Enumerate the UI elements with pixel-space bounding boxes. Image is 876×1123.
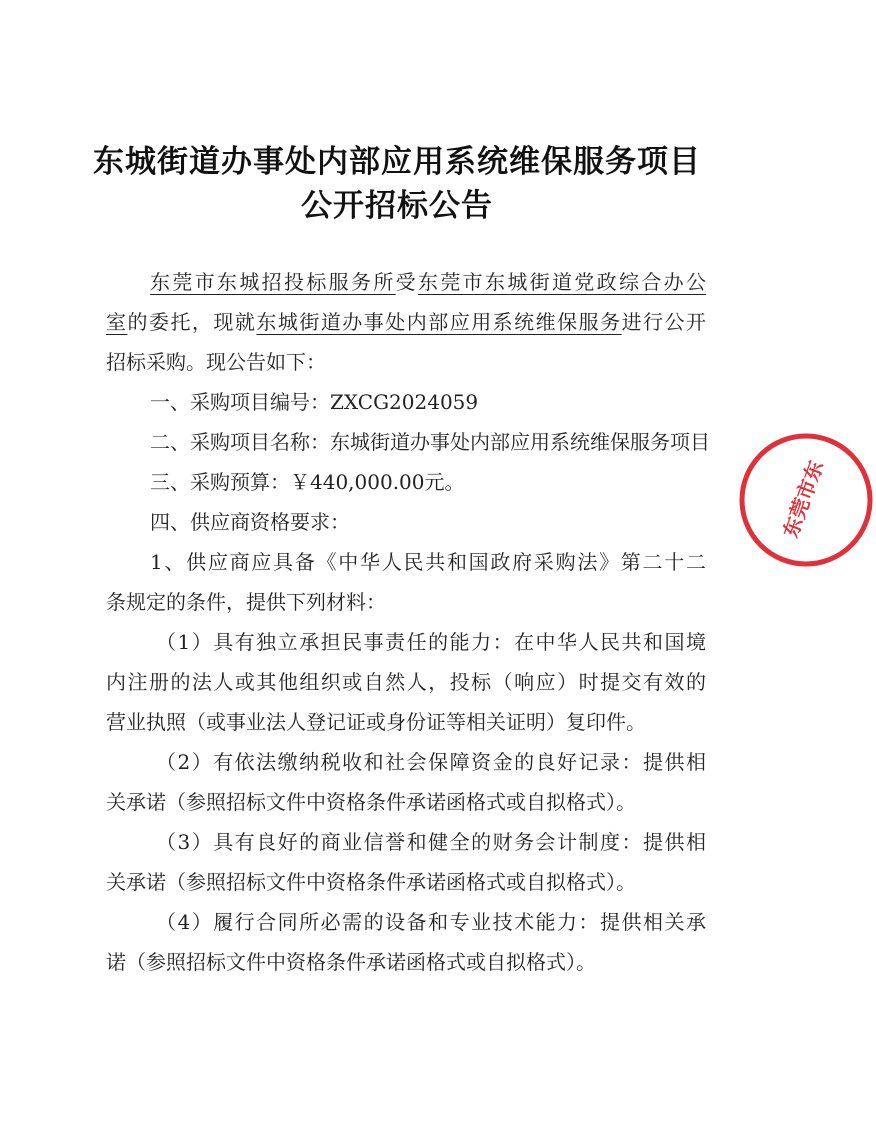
item-budget: 三、采购预算：￥440,000.00元。 [150,470,465,494]
sub-1-line-2: 内注册的法人或其他组织或自然人，投标（响应）时提交有效的 [106,670,706,694]
sub-4-line-1: （4）履行合同所必需的设备和专业技术能力：提供相关承 [156,910,706,934]
title-line-2: 公开招标公告 [301,188,493,224]
sub-2-line-2: 关承诺（参照招标文件中资格条件承诺函格式或自拟格式）。 [106,790,636,814]
item-qualification-heading: 四、供应商资格要求： [150,510,350,534]
intro-receive: 受 [395,270,419,294]
client-name-part1: 东莞市东城街道党政综合办公 [418,270,707,294]
intro-after-project: 进行公开 [621,310,707,334]
seal-text: 东莞市东 [778,457,829,541]
project-name: 东城街道办事处内部应用系统维保服务 [256,310,622,334]
intro-entrust: 的委托，现就 [127,310,257,334]
sub-1-line-1: （1）具有独立承担民事责任的能力：在中华人民共和国境 [156,630,706,654]
client-name-part2: 室 [106,310,128,334]
sub-3-line-2: 关承诺（参照招标文件中资格条件承诺函格式或自拟格式）。 [106,870,636,894]
intro-line-3: 招标采购。现公告如下： [106,350,326,374]
sub-1-line-3: 营业执照（或事业法人登记证或身份证等相关证明）复印件。 [106,710,646,734]
intro-line-2 [106,306,706,335]
requirement-1-line-1: 1、供应商应具备《中华人民共和国政府采购法》第二十二 [150,550,706,574]
intro-line-1 [150,266,706,295]
item-project-code: 一、采购项目编号：ZXCG2024059 [150,390,479,414]
sub-2-line-1: （2）有依法缴纳税收和社会保障资金的良好记录：提供相 [156,750,706,774]
sub-4-line-2: 诺（参照招标文件中资格条件承诺函格式或自拟格式）。 [106,950,596,974]
official-seal-stamp [736,430,876,570]
item-project-name: 二、采购项目名称：东城街道办事处内部应用系统维保服务项目 [150,430,710,454]
requirement-1-line-2: 条规定的条件，提供下列材料： [106,590,386,614]
agency-name: 东莞市东城招投标服务所 [150,270,396,294]
sub-3-line-1: （3）具有良好的商业信誉和健全的财务会计制度：提供相 [156,830,706,854]
title-line-1: 东城街道办事处内部应用系统维保服务项目 [93,144,701,180]
